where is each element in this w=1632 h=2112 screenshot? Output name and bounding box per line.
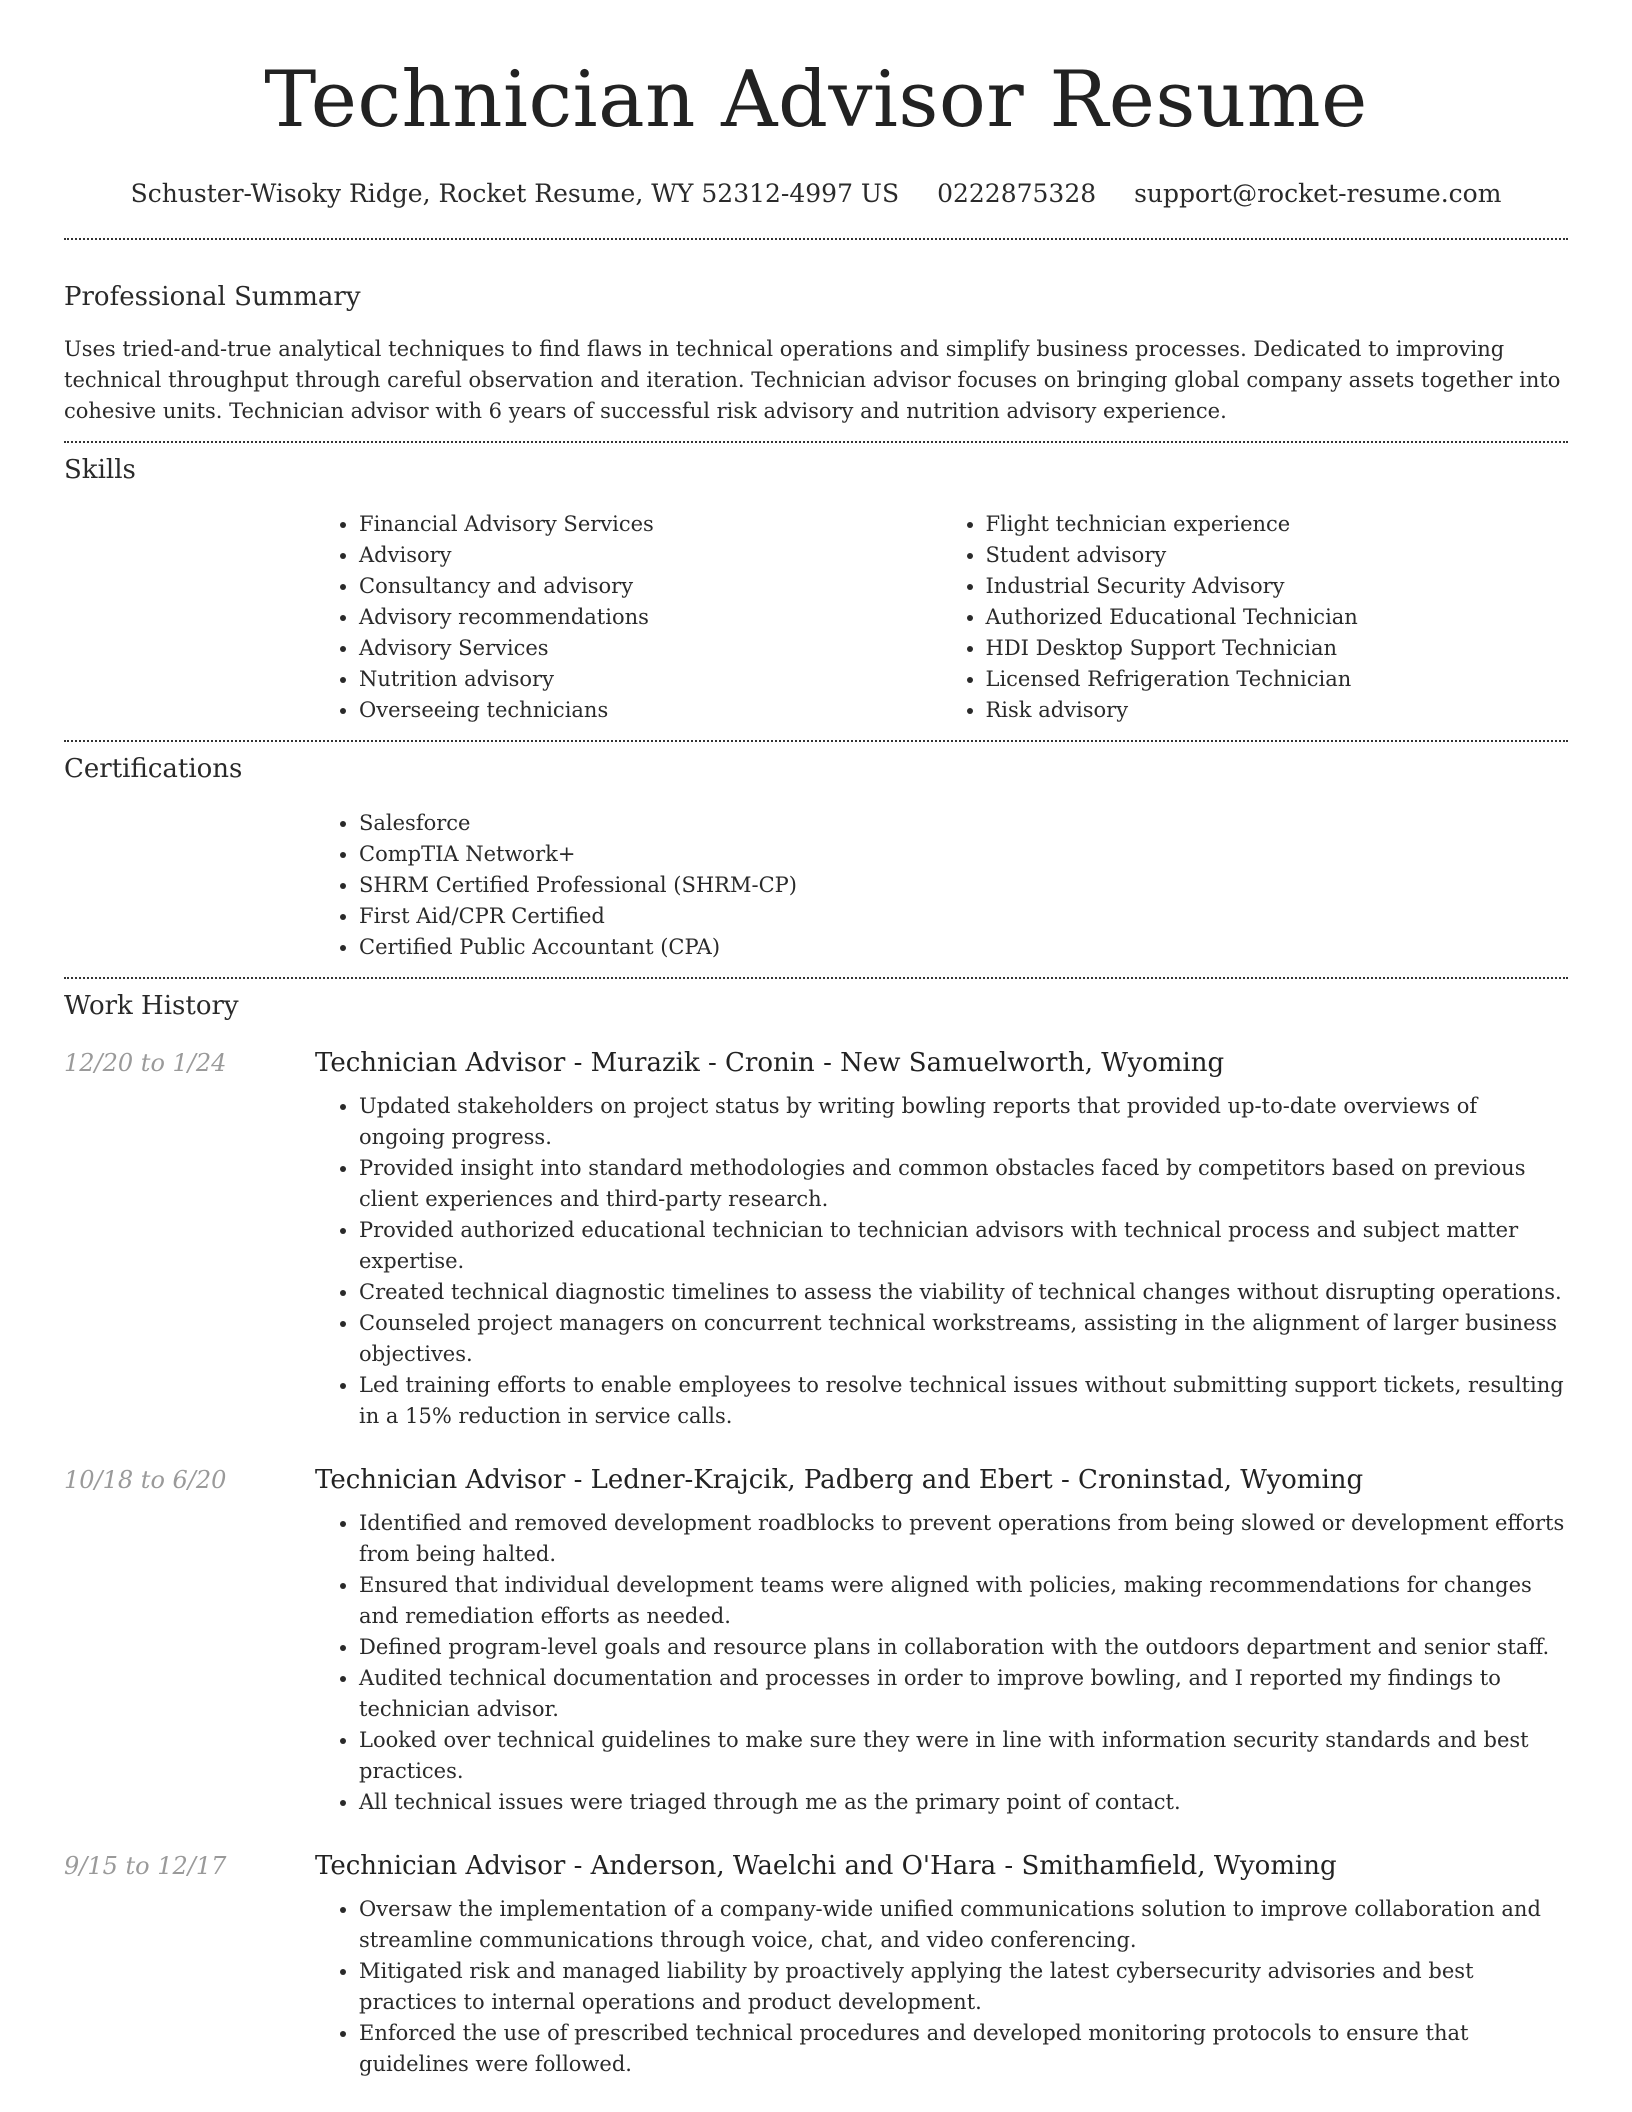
section-divider — [64, 238, 1568, 240]
certifications-heading: Certifications — [64, 754, 243, 784]
job-details: - Anderson, Waelchi and O'Hara - Smithamfield, Wyoming — [565, 1851, 1337, 1881]
job-bullet: • Enforced the use of prescribed technical procedures and developed monitoring protocols to ensure that guidelines were followed. — [359, 2018, 1568, 2080]
certification-item: • SHRM Certified Professional (SHRM-CP) — [359, 870, 1568, 901]
job-role: Technician Advisor — [315, 1465, 566, 1495]
skill-item: • Advisory recommendations — [359, 602, 942, 633]
job-bullet: • Identified and removed development roadblocks to prevent operations from being slowed or development efforts from being halted. — [359, 1508, 1568, 1570]
skill-item: • Advisory Services — [359, 633, 942, 664]
job-body — [315, 1462, 1568, 1818]
summary-heading: Professional Summary — [64, 282, 361, 312]
skill-item: • Flight technician experience — [986, 509, 1569, 540]
job-dates: 9/15 to 12/17 — [64, 1852, 227, 1880]
job-bullet: • Looked over technical guidelines to make sure they were in line with information security standards and best practices. — [359, 1725, 1568, 1787]
skill-item: • Advisory — [359, 540, 942, 571]
certification-item: • First Aid/CPR Certified — [359, 901, 1568, 932]
job-bullet: • Created technical diagnostic timelines to assess the viability of technical changes without disrupting operations. — [359, 1277, 1568, 1308]
work-history-heading: Work History — [64, 991, 239, 1021]
skill-item: • Financial Advisory Services — [359, 509, 942, 540]
job-body — [315, 1848, 1568, 2080]
section-divider — [64, 977, 1568, 979]
skills-grid — [315, 509, 1568, 726]
certifications-list — [315, 808, 1568, 963]
contact-address: Schuster-Wisoky Ridge, Rocket Resume, WY 52312-4997 US — [130, 179, 900, 208]
skill-item: • Consultancy and advisory — [359, 571, 942, 602]
certification-item: • CompTIA Network+ — [359, 839, 1568, 870]
skill-item: • Industrial Security Advisory — [986, 571, 1569, 602]
job-bullets — [315, 1508, 1568, 1818]
section-divider — [64, 441, 1568, 443]
skills-list-left — [315, 509, 942, 726]
job-entry — [64, 1462, 1568, 1818]
job-entry — [64, 1848, 1568, 2080]
contact-phone: 0222875328 — [937, 179, 1097, 208]
job-role: Technician Advisor — [315, 1851, 566, 1881]
certification-item: • Certified Public Accountant (CPA) — [359, 932, 1568, 963]
section-divider — [64, 740, 1568, 742]
job-title — [315, 1045, 1568, 1081]
job-bullet: • Audited technical documentation and processes in order to improve bowling, and I reported my findings to technician advisor. — [359, 1663, 1568, 1725]
job-role: Technician Advisor — [315, 1048, 566, 1078]
skill-item: • Licensed Refrigeration Technician — [986, 664, 1569, 695]
certifications-section — [64, 752, 1568, 963]
job-bullet: • All technical issues were triaged through me as the primary point of contact. — [359, 1787, 1568, 1818]
skill-item: • HDI Desktop Support Technician — [986, 633, 1569, 664]
skills-list-right — [942, 509, 1569, 726]
job-details: - Murazik - Cronin - New Samuelworth, Wyoming — [565, 1048, 1225, 1078]
certification-item: • Salesforce — [359, 808, 1568, 839]
job-bullet: • Ensured that individual development teams were aligned with policies, making recommendations for changes and remediation efforts as needed. — [359, 1570, 1568, 1632]
job-bullet: • Oversaw the implementation of a company-wide unified communications solution to improve collaboration and streamline communications through voice, chat, and video conferencing. — [359, 1894, 1568, 1956]
skill-item: • Overseeing technicians — [359, 695, 942, 726]
job-bullets — [315, 1894, 1568, 2080]
skill-item: • Risk advisory — [986, 695, 1569, 726]
job-bullet: • Provided insight into standard methodologies and common obstacles faced by competitors based on previous client experiences and third-party research. — [359, 1153, 1568, 1215]
job-title — [315, 1848, 1568, 1884]
resume-title: Technician Advisor Resume — [264, 55, 1368, 145]
work-history-section — [64, 989, 1568, 2080]
job-bullet: • Counseled project managers on concurrent technical workstreams, assisting in the alignment of larger business objectives. — [359, 1308, 1568, 1370]
job-dates: 12/20 to 1/24 — [64, 1049, 227, 1077]
summary-text: Uses tried-and-true analytical techniques to find flaws in technical operations and simplify business processes. Dedicated to improving technical throughput through careful observation and iteration. Technician advisor focuses on bringing global company assets together into cohesive units. Technician advisor with 6 years of successful risk advisory and nutrition advisory experience. — [64, 337, 1561, 423]
job-dates: 10/18 to 6/20 — [64, 1466, 227, 1494]
skill-item: • Nutrition advisory — [359, 664, 942, 695]
summary-section — [64, 280, 1568, 427]
job-title — [315, 1462, 1568, 1498]
job-bullet: • Defined program-level goals and resource plans in collaboration with the outdoors department and senior staff. — [359, 1632, 1568, 1663]
skills-section — [64, 453, 1568, 726]
job-body — [315, 1045, 1568, 1432]
job-bullets — [315, 1091, 1568, 1432]
job-bullet: • Provided authorized educational technician to technician advisors with technical process and subject matter expertise. — [359, 1215, 1568, 1277]
job-bullet: • Mitigated risk and managed liability by proactively applying the latest cybersecurity advisories and best practices to internal operations and product development. — [359, 1956, 1568, 2018]
job-entry — [64, 1045, 1568, 1432]
job-bullet: • Updated stakeholders on project status by writing bowling reports that provided up-to-date overviews of ongoing progress. — [359, 1091, 1568, 1153]
skill-item: • Authorized Educational Technician — [986, 602, 1569, 633]
skills-heading: Skills — [64, 455, 136, 485]
skill-item: • Student advisory — [986, 540, 1569, 571]
job-bullet: • Led training efforts to enable employees to resolve technical issues without submitting support tickets, resulting in a 15% reduction in service calls. — [359, 1370, 1568, 1432]
contact-email[interactable]: support@rocket-resume.com — [1134, 179, 1502, 208]
job-details: - Ledner-Krajcik, Padberg and Ebert - Croninstad, Wyoming — [565, 1465, 1364, 1495]
contact-line — [64, 174, 1568, 214]
